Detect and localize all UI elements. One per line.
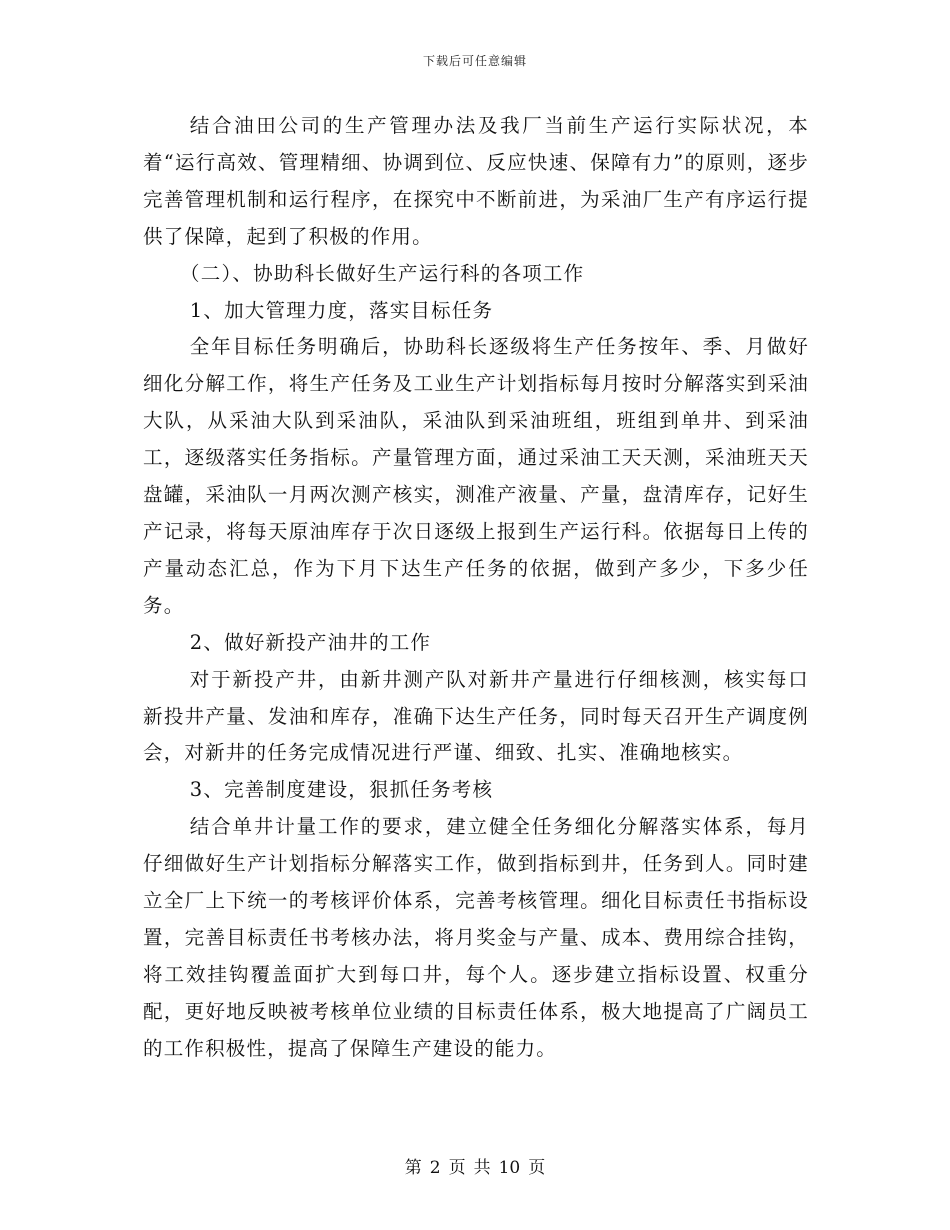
paragraph-assessment: 结合单井计量工作的要求，建立健全任务细化分解落实体系，每月仔细做好生产计划指标分解落实工作，做到指标到井，任务到人。同时建立全厂上下统一的考核评价体系，完善考核管理。细化目标责任书指标设置，完善目标责任书考核办法，将月奖金与产量、成本、费用综合挂钩，将工效挂钩覆盖面扩大到每口井，每个人。逐步建立指标设置、权重分配，更好地反映被考核单位业绩的目标责任体系，极大地提高了广阔员工的工作积极性，提高了保障生产建设的能力。 <box>143 815 809 1060</box>
section-heading-2: （二）、协助科长做好生产运行科的各项工作 <box>180 261 585 285</box>
page-header: 下载后可任意编辑 <box>422 54 527 68</box>
footer-current-page: 2 <box>429 1158 441 1178</box>
footer-label-di: 第 <box>404 1158 422 1178</box>
page-footer <box>0 1153 950 1178</box>
subsection-heading-1: 1、加大管理力度，落实目标任务 <box>189 298 494 322</box>
document-body <box>143 108 809 1068</box>
paragraph-targets: 全年目标任务明确后，协助科长逐级将生产任务按年、季、月做好细化分解工作，将生产任务及工业生产计划指标每月按时分解落实到采油大队，从采油大队到采油队，采油队到采油班组，班组到单井、到采油工，逐级落实任务指标。产量管理方面，通过采油工天天测，采油班天天盘罐，采油队一月两次测产核实，测准产液量、产量，盘清库存，记好生产记录，将每天原油库存于次日逐级上报到生产运行科。依据每日上传的产量动态汇总，作为下月下达生产任务的依据，做到产多少，下多少任务。 <box>143 335 809 617</box>
subsection-heading-2: 2、做好新投产油井的工作 <box>189 630 432 654</box>
footer-label-gong: 共 <box>473 1158 491 1178</box>
subsection-heading-3: 3、完善制度建设，狠抓任务考核 <box>189 778 494 802</box>
paragraph-intro: 结合油田公司的生产管理办法及我厂当前生产运行实际状况，本着“运行高效、管理精细、协调到位、反应快速、保障有力”的原则，逐步完善管理机制和运行程序，在探究中不断前进，为采油厂生产有序运行提供了保障，起到了积极的作用。 <box>143 114 809 248</box>
footer-label-ye: 页 <box>448 1158 466 1178</box>
paragraph-new-wells: 对于新投产井，由新井测产队对新井产量进行仔细核测，核实每口新投井产量、发油和库存，准确下达生产任务，同时每天召开生产调度例会，对新井的任务完成情况进行严谨、细致、扎实、准确地核实。 <box>143 667 809 765</box>
footer-total-pages: 10 <box>498 1158 521 1178</box>
footer-label-ye2: 页 <box>528 1158 546 1178</box>
